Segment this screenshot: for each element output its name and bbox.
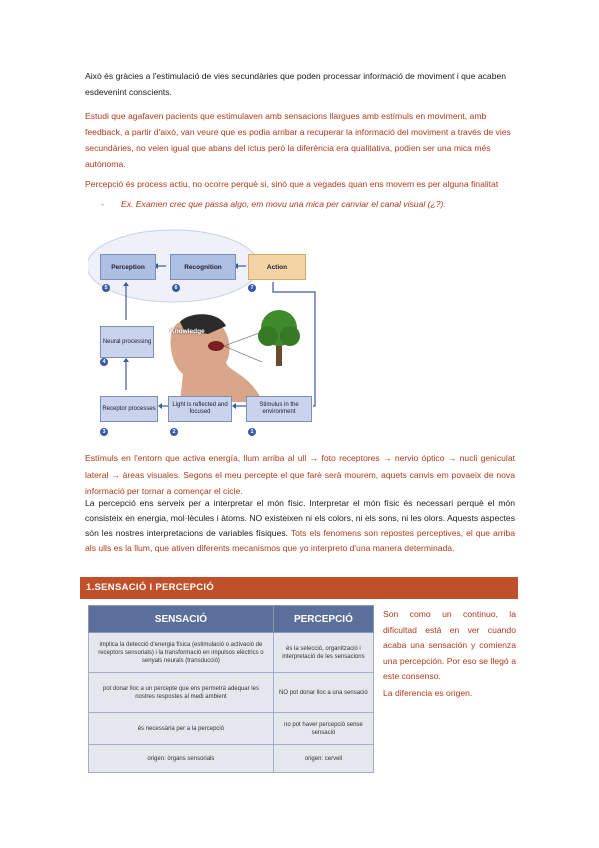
table-cell: pot donar lloc a un percepte que ens permetrà adequar les nostres respostes al medi ambient xyxy=(89,673,274,713)
step-number-3: 3 xyxy=(100,428,108,436)
table-header-sensacio: SENSACIÓ xyxy=(89,606,274,633)
paragraph-interpretar xyxy=(85,496,515,556)
paragraph-interpretar-main: La percepció ens serveix per a interpretar el món físic. Interpretar el món físic és necessari perquè el món consisteix en energia, mol·lècules i àtoms. NO existeixen ni els colors, ni els sons, ni les olors. Aquests aspectes són les nostres interpretacions de variables físiques. xyxy=(85,498,515,538)
table-row xyxy=(89,673,374,713)
table-cell: origen: òrgans sensorials xyxy=(89,745,274,773)
bullet-marker: - xyxy=(101,199,104,209)
step-number-6: 6 xyxy=(172,284,180,292)
step-number-5: 5 xyxy=(102,284,110,292)
paragraph-estudi: Estudi que agafaven pacients que estimulaven amb sensacions llargues amb estímuls en moviment, amb feedback, a partir d'això, van veure que es podia arribar a recuperar la informació del moviment a través de vies secundàries, no veien igual que abans del ictus però la diferència era qualitativa, podien ser una mica més autònoma. xyxy=(85,111,511,169)
stimulus-box: Stimulus in the environment xyxy=(246,396,312,422)
table-row xyxy=(89,745,374,773)
knowledge-label: Knowledge xyxy=(170,328,205,335)
step-number-4: 4 xyxy=(100,358,108,366)
paragraph-vies-secundaries: Això és gràcies a l'estimulació de vies secundàries que poden processar informació de moviment i que acaben esdevenint conscients. xyxy=(85,71,507,97)
table-cell: NO pot donar lloc a una sensació xyxy=(273,673,373,713)
perception-box: Perception xyxy=(100,254,156,280)
receptor-processes-box: Receptor processes xyxy=(100,396,158,422)
table-header-percepcio: PERCEPCIÓ xyxy=(273,606,373,633)
sensacio-percepcio-table xyxy=(88,605,374,773)
step-number-7: 7 xyxy=(248,284,256,292)
paragraph-interpretar-red: Tots els fenomens son repostes perceptives, el que arriba als ulls es la llum, que ativen diferents mecanismos que yo interpreto d'una manera determinada. xyxy=(85,528,515,553)
recognition-box: Recognition xyxy=(170,254,236,280)
bullet-example xyxy=(101,199,521,209)
light-reflected-box: Light is reflected and focused xyxy=(168,396,232,422)
paragraph-percepcio-actiu: Percepció és process actiu, no ocorre perquè si, sinó que a vegades quan ens movem es per alguna finalitat xyxy=(85,179,499,189)
side-note-origin: La diferencia es origen. xyxy=(383,688,473,698)
table-row xyxy=(89,713,374,745)
neural-processing-box: Neural processing xyxy=(100,326,154,358)
bullet-text: Ex. Examen crec que passa algo, em movu una mica per canviar el canal visual (¿?). xyxy=(121,199,446,209)
step-number-2: 2 xyxy=(170,428,178,436)
table-cell: origen: cervell xyxy=(273,745,373,773)
perception-cycle-diagram xyxy=(88,222,330,447)
table-cell: és la selecció, organització i interpretació de les sensacions xyxy=(273,633,373,673)
side-note: Son como un continuo, la dificultad está en ver cuando acaba una sensación y comienza una percepción. Por eso se llegó a este consenso. xyxy=(383,609,516,681)
action-box: Action xyxy=(248,254,306,280)
table-cell: és necessària per a la percepció xyxy=(89,713,274,745)
table-row xyxy=(89,633,374,673)
paragraph-estimuls: Estímuls en l'entorn que activa energía, llum arriba al ull → foto receptores → nervio óptico → nucli geniculat lateral → àreas visuales. Segons el meu percepte el que farè serà mourem, aquets canvis em povaeix de nova informació per tornar a començar el cicle. xyxy=(85,453,515,496)
table-cell: no pot haver percepció sense sensació xyxy=(273,713,373,745)
section-heading: 1.SENSACIÓ I PERCEPCIÓ xyxy=(80,577,518,599)
step-number-1: 1 xyxy=(248,428,256,436)
table-cell: implica la detecció d'energia física (estimulació o activació de receptors sensorials) i la transformació en impulsos elèctrics o senyals neurals (transducció) xyxy=(89,633,274,673)
